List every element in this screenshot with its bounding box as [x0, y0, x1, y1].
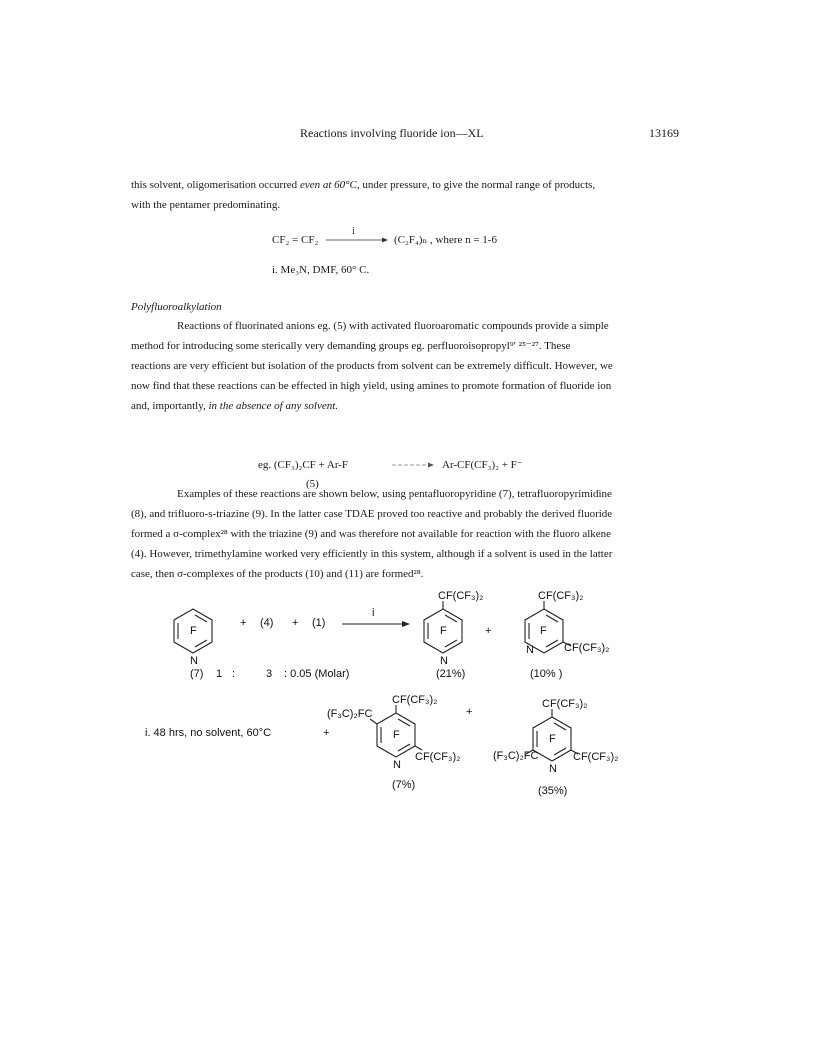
page-number: 13169 [649, 126, 679, 140]
section-line-2: method for introducing some sterically very demanding groups eg. perfluoroisopropyl⁹′ ²⁵⁻²⁷. These [131, 340, 571, 352]
section-line-3: reactions are very efficient but isolation of the products from solvent can be extremely difficult. However, we [131, 360, 613, 372]
section-line-4: now find that these reactions can be effected in high yield, using amines to promote formation of fluoride ion [131, 380, 612, 392]
scheme-condition: i. 48 hrs, no solvent, 60°C [145, 727, 272, 739]
reaction2-label: (5) [306, 478, 319, 490]
group-ring5-side: CF(CF₃)₂ [573, 751, 619, 763]
examples-line-5: case, then σ-complexes of the products (10) and (11) are formed²⁸. [131, 568, 424, 580]
group-ring4-top: CF(CF₃)₂ [392, 694, 438, 706]
intro-text-b: , under pressure, to give the normal range of products, [356, 179, 596, 191]
intro-line-2: with the pentamer predominating. [131, 199, 281, 211]
group-ring5-top: CF(CF₃)₂ [542, 698, 588, 710]
group-ring2-top: CF(CF₃)₂ [438, 590, 484, 602]
ratio-3: 3 [266, 668, 273, 680]
reaction1-lhs: CF₂ = CF₂ [272, 234, 319, 246]
section-text-5a: and, importantly, [131, 400, 209, 412]
scheme-arrow-label: i [372, 607, 375, 619]
ratio-compound: (7) [190, 668, 204, 680]
reaction1-arrow-label: i [352, 226, 355, 237]
group-ring4-side: CF(CF₃)₂ [415, 751, 461, 763]
ring5-F-label: F [549, 733, 556, 745]
ring3-N-label: N [526, 644, 534, 656]
section-text-1: Reactions of fluorinated anions eg. (5) with activated fluoroaromatic compounds provide a simple [177, 320, 609, 332]
section-heading: Polyfluoroalkylation [131, 301, 222, 313]
ring3-F-label: F [540, 625, 547, 637]
intro-text-a: this solvent, oligomerisation occurred [131, 179, 300, 191]
reaction1-rhs: (C₂F₄)ₙ , where n = 1-6 [394, 234, 497, 246]
group-ring4-left: (F₃C)₂FC [327, 708, 373, 720]
ring2-F-label: F [440, 625, 447, 637]
ratio-rest: : 0.05 (Molar) [284, 668, 350, 680]
plus-3: + [485, 625, 492, 637]
examples-text-1: Examples of these reactions are shown below, using pentafluoropyridine (7), tetrafluoropyrimidine [177, 488, 612, 500]
ring2-N-label: N [440, 655, 448, 667]
intro-text-emphasis: even at 60°C [299, 179, 357, 191]
group-ring3-top: CF(CF₃)₂ [538, 590, 584, 602]
ratio-colon: : [232, 668, 236, 680]
plus-1: + [240, 617, 247, 629]
plus-5: + [466, 706, 473, 718]
reaction2-rhs: Ar-CF(CF₃)₂ + F⁻ [442, 459, 523, 471]
plus-4: + [323, 727, 330, 739]
running-header-title: Reactions involving fluoride ion—XL [300, 126, 484, 140]
plus-2: + [292, 617, 299, 629]
reaction2-lhs: eg. (CF₃)₂CF + Ar-F [258, 459, 349, 471]
ring4-N-label: N [393, 759, 401, 771]
examples-line-2: (8), and trifluoro-s-triazine (9). In the latter case TDAE proved too reactive and probably the derived fluoride [131, 508, 613, 520]
reagent-1: (1) [312, 617, 326, 629]
group-ring3-side: CF(CF₃)₂ [564, 642, 610, 654]
reaction1-condition: i. Me₃N, DMF, 60° C. [272, 264, 370, 276]
ring4-F-label: F [393, 729, 400, 741]
ring5-N-label: N [549, 763, 557, 775]
reagent-4: (4) [260, 617, 274, 629]
yield-35: (35%) [538, 785, 568, 797]
yield-21: (21%) [436, 668, 466, 680]
examples-line-3: formed a σ-complex²⁸ with the triazine (9) and was therefore not available for reaction with the fluoro alkene [131, 528, 612, 540]
ring1-F-label: F [190, 625, 197, 637]
section-text-5-emphasis: in the absence of any solvent. [208, 400, 339, 412]
group-ring5-left: (F₃C)₂FC [493, 750, 539, 762]
yield-10: (10% ) [530, 668, 563, 680]
ratio-1: 1 [216, 668, 223, 680]
scheme-arrow-head [402, 621, 410, 627]
examples-line-4: (4). However, trimethylamine worked very efficiently in this system, although if a solvent is used in the latter [131, 548, 613, 560]
ring1-N-label: N [190, 655, 198, 667]
yield-7: (7%) [392, 779, 416, 791]
